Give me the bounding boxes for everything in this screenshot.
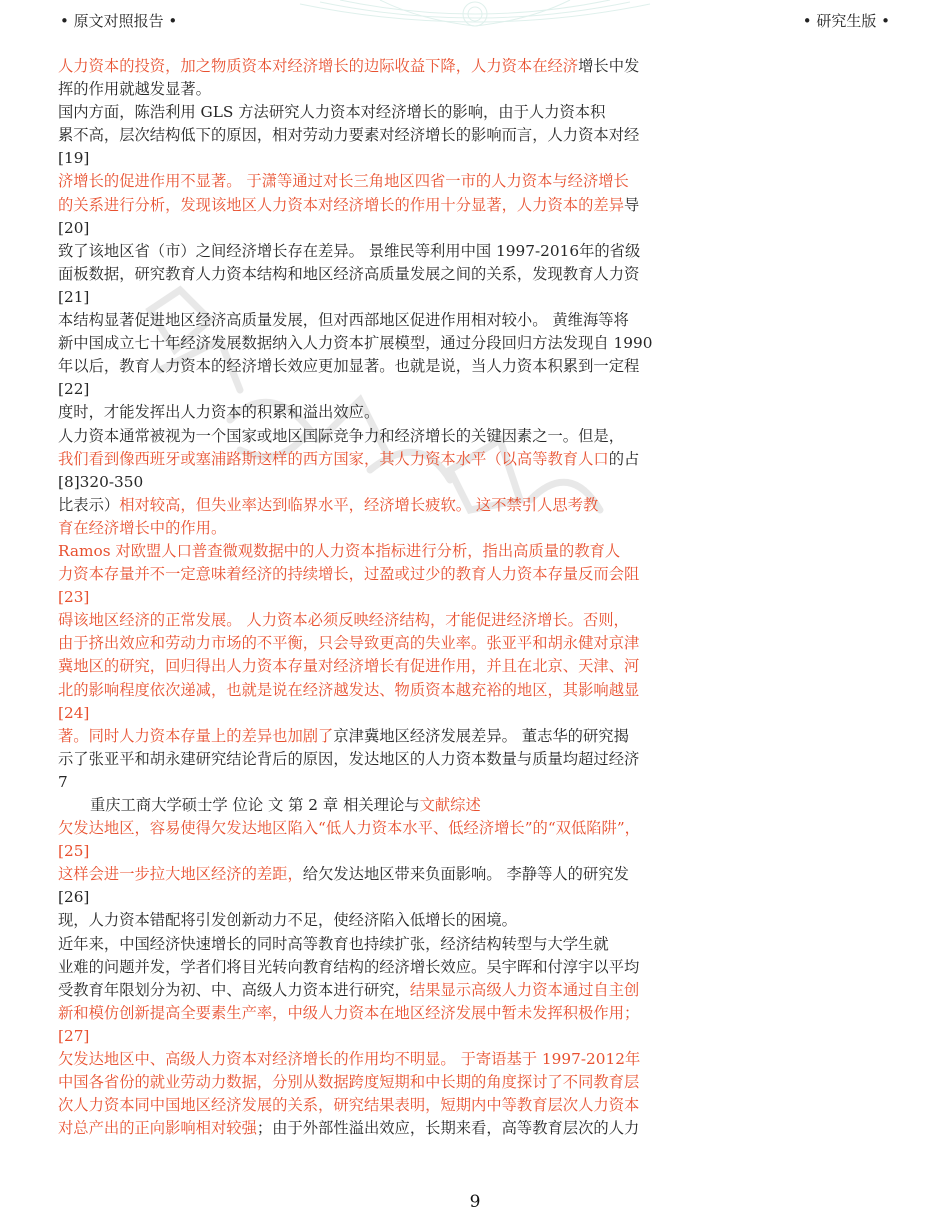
text-line [58, 933, 718, 956]
text-segment: 新中国成立七十年经济发展数据纳入人力资本扩展模型，通过分段回归方法发现自 1990 [58, 334, 653, 353]
text-line [58, 1048, 718, 1071]
matched-text-segment: 这样会进一步拉大地区经济的差距， [58, 865, 303, 884]
text-line [58, 286, 718, 309]
text-line [58, 979, 718, 1002]
text-line [58, 471, 718, 494]
matched-text-segment: 济增长的促进作用不显著。 于潇等通过对长三角地区四省一市的人力资本与经济增长 [58, 172, 629, 191]
text-line [58, 655, 718, 678]
text-segment: 示了张亚平和胡永建研究结论背后的原因，发达地区的人力资本数量与质量均超过经济 [58, 749, 640, 768]
matched-text-segment: 结果显示高级人力资本通过自主创 [409, 980, 640, 999]
text-segment: 京津冀地区经济发展差异。 董志华的研究揭 [333, 726, 629, 745]
page-number: 9 [469, 1192, 481, 1212]
text-segment: 增长中发 [578, 57, 640, 75]
text-segment: [8]320-350 [58, 472, 144, 491]
text-line [58, 540, 718, 563]
matched-text-segment: 冀地区的研究，回归得出人力资本存量对经济增长有促进作用，并且在北京、天津、河 [58, 657, 640, 676]
text-line [58, 794, 718, 817]
text-line [58, 170, 718, 193]
matched-text-segment: 碍该地区经济的正常发展。 人力资本必须反映经济结构，才能促进经济增长。否则， [58, 611, 629, 630]
text-line [58, 886, 718, 909]
matched-text-segment: 这不禁引人思考教 [471, 495, 599, 514]
matched-text-segment: 欠发达地区中、高级人力资本对经济增长的作用均不明显。 于寄语基于 1997-2012年 [58, 1050, 641, 1069]
edition-header-label: • 研究生版 • [802, 12, 890, 30]
text-line [58, 101, 718, 124]
matched-text-segment: 的关系进行分析，发现该地区人力资本对经济增长的作用十分显著，人力资本的差异 [58, 195, 624, 214]
matched-text-segment: 对总产出的正向影响相对较强 [58, 1119, 257, 1138]
matched-text-segment: 欠发达地区，容易使得欠发达地区陷入“低人力资本水平、低经济增长”的“双低陷阱”， [58, 819, 640, 838]
text-line [58, 147, 718, 170]
text-line [58, 1002, 718, 1025]
matched-text-segment: Ramos 对欧盟人口普查微观数据中的人力资本指标进行分析，指出高质量的教育人 [58, 541, 621, 560]
text-line [58, 1117, 718, 1140]
text-line [58, 771, 718, 794]
text-line [58, 748, 718, 771]
text-line [58, 956, 718, 979]
text-segment: [20] [58, 218, 90, 237]
text-segment: 7 [58, 772, 68, 791]
matched-text-segment: 力资本存量并不一定意味着经济的持续增长，过盈或过少的教育人力资本存量反而会阻 [58, 565, 640, 584]
report-header-label: • 原文对照报告 • [60, 12, 178, 30]
matched-text-segment: 相对较高，但失业率达到临界水平，经济增长疲软。 [119, 495, 472, 514]
text-line [58, 632, 718, 655]
matched-text-segment: 文献综述 [419, 796, 481, 814]
text-segment: [26] [58, 888, 90, 907]
text-segment: 累不高，层次结构低下的原因，相对劳动力要素对经济增长的影响而言，人力资本对经 [58, 126, 640, 145]
text-line [58, 1094, 718, 1117]
text-segment: 年以后，教育人力资本的经济增长效应更加显著。也就是说，当人力资本积累到一定程 [58, 357, 640, 376]
text-segment: 的占 [608, 449, 640, 468]
text-line [58, 517, 718, 540]
text-line [58, 840, 718, 863]
matched-text-segment: 北的影响程度依次递减，也就是说在经济越发达、物质资本越充裕的地区，其影响越显 [58, 680, 640, 699]
matched-text-segment: 次人力资本同中国地区经济发展的关系，研究结果表明，短期内中等教育层次人力资本 [58, 1096, 640, 1115]
text-segment: 给欠发达地区带来负面影响。 李静等人的研究发 [302, 865, 629, 884]
text-segment: 现，人力资本错配将引发创新动力不足，使经济陷入低增长的困境。 [58, 911, 517, 930]
text-line [58, 124, 718, 147]
text-line [58, 494, 718, 517]
text-line [58, 332, 718, 355]
text-line [58, 240, 718, 263]
text-line [58, 378, 718, 401]
text-line [58, 448, 718, 471]
text-line [58, 609, 718, 632]
matched-text-segment: [27] [58, 1026, 90, 1045]
text-line [58, 309, 718, 332]
text-segment: [19] [58, 149, 90, 168]
text-segment: 受教育年限划分为初、中、高级人力资本进行研究， [58, 980, 410, 999]
text-line [58, 194, 718, 217]
matched-text-segment: [23] [58, 588, 90, 607]
text-segment: 业难的问题并发，学者们将目光转向教育结构的经济增长效应。吴宇晖和付淳宇以平均 [58, 957, 640, 976]
text-line [58, 702, 718, 725]
matched-text-segment: 人力资本的投资，加之物质资本对经济增长的边际收益下降，人力资本在经济 [58, 57, 579, 75]
text-segment: [21] [58, 287, 90, 306]
text-line [58, 1071, 718, 1094]
matched-text-segment: [25] [58, 842, 90, 861]
matched-text-segment: 由于挤出效应和劳动力市场的不平衡，只会导致更高的失业率。张亚平和胡永健对京津 [58, 634, 640, 653]
matched-text-segment: 新和模仿创新提高全要素生产率，中级人力资本在地区经济发展中暂未发挥积极作用； [58, 1003, 640, 1022]
text-line [58, 401, 718, 424]
report-body [58, 55, 718, 1140]
text-segment: 本结构显著促进地区经济高质量发展，但对西部地区促进作用相对较小。 黄维海等将 [58, 311, 629, 330]
text-line [58, 425, 718, 448]
text-line [58, 78, 718, 101]
matched-text-segment: 育在经济增长中的作用。 [58, 518, 227, 537]
text-line [58, 586, 718, 609]
text-segment: 人力资本通常被视为一个国家或地区国际竞争力和经济增长的关键因素之一。但是， [58, 426, 624, 445]
text-line [58, 725, 718, 748]
text-line [58, 217, 718, 240]
text-segment: 导 [624, 195, 640, 214]
matched-text-segment: 中国各省份的就业劳动力数据，分别从数据跨度短期和中长期的角度探讨了不同教育层 [58, 1073, 640, 1092]
matched-text-segment: 著。同时人力资本存量上的差异也加剧了 [58, 726, 334, 745]
text-segment: 面板数据，研究教育人力资本结构和地区经济高质量发展之间的关系，发现教育人力资 [58, 264, 640, 283]
text-segment: [22] [58, 380, 90, 399]
text-line [58, 679, 718, 702]
text-segment: 挥的作用就越发显著。 [58, 80, 211, 99]
text-line [58, 55, 718, 78]
text-line [58, 263, 718, 286]
text-segment: 国内方面，陈浩利用 GLS 方法研究人力资本对经济增长的影响，由于人力资本积 [58, 103, 606, 122]
text-line [58, 355, 718, 378]
matched-text-segment: [24] [58, 703, 90, 722]
text-segment: 重庆工商大学硕士学 位论 文 第 2 章 相关理论与 [90, 796, 420, 814]
text-segment: 比表示） [58, 495, 120, 514]
text-line [58, 909, 718, 932]
text-line [58, 817, 718, 840]
text-segment: 近年来，中国经济快速增长的同时高等教育也持续扩张，经济结构转型与大学生就 [58, 934, 609, 953]
matched-text-segment: 我们看到像西班牙或塞浦路斯这样的西方国家，其人力资本水平（以高等教育人口 [58, 449, 609, 468]
text-segment: ；由于外部性溢出效应，长期来看，高等教育层次的人力 [256, 1119, 640, 1138]
text-line [58, 1025, 718, 1048]
text-segment: 度时，才能发挥出人力资本的积累和溢出效应。 [58, 403, 380, 422]
text-line [58, 863, 718, 886]
text-segment: 致了该地区省（市）之间经济增长存在差异。 景维民等利用中国 1997-2016年的省级 [58, 241, 641, 260]
text-line [58, 563, 718, 586]
